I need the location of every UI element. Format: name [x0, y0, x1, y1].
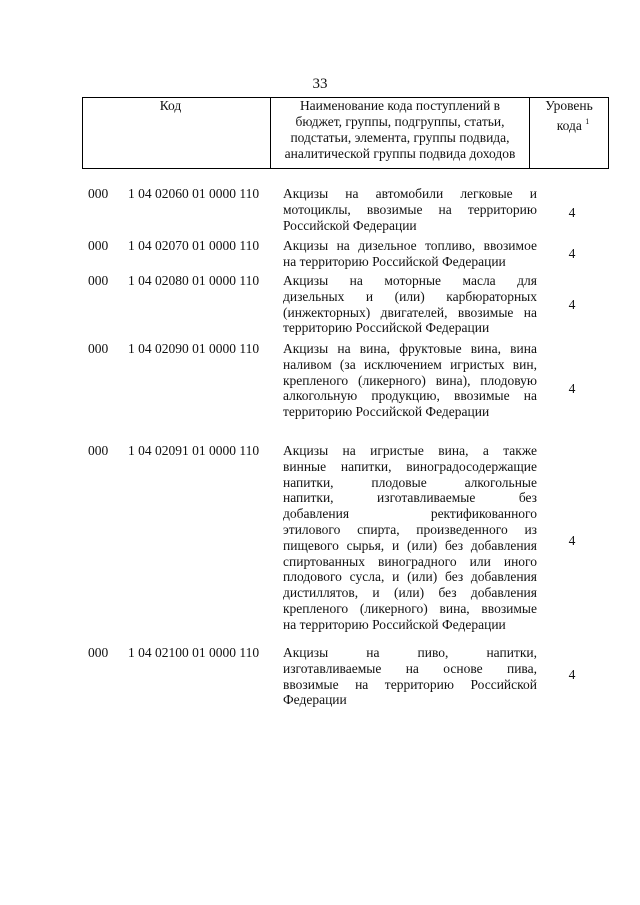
header-name-line: аналитической группы подвида доходов — [284, 146, 516, 161]
header-level-line1: Уровень — [545, 98, 593, 113]
code-name-line: Акцизы на игристые вина, а также — [283, 443, 537, 458]
budget-code-cell: 1 04 02060 01 0000 110 — [128, 186, 260, 201]
budget-code-cell: 1 04 02091 01 0000 110 — [128, 443, 260, 458]
admin-code-cell: 000 — [88, 341, 109, 356]
code-name-line: изготавливаемые на основе пива, — [283, 660, 537, 676]
code-name-line: винные напитки, виноградосодержащие — [283, 458, 537, 474]
code-level-cell: 4 — [568, 246, 576, 261]
code-name-line: Акцизы на моторные масла для — [283, 273, 537, 288]
code-name-line: мотоциклы, ввозимые на территорию — [283, 201, 537, 217]
code-name-line: крепленого (ликерного) вина, ввозимые — [283, 600, 537, 616]
code-name-line: территорию Российской Федерации — [283, 320, 490, 336]
code-name-line: спиртованных виноградного или иного — [283, 553, 537, 569]
code-name-cell — [283, 273, 537, 336]
header-level-footnote: 1 — [585, 117, 590, 126]
code-level-cell: 4 — [568, 381, 576, 396]
header-name-line: Наименование кода поступлений в — [299, 98, 501, 113]
code-name-line: дизельных и (или) карбюраторных — [283, 288, 537, 304]
header-code-label: Код — [159, 98, 182, 113]
code-name-cell — [283, 186, 537, 233]
header-level-line2 — [530, 114, 608, 134]
code-name-line: плодового сусла, и (или) без добавления — [283, 569, 537, 585]
code-name-line: на территорию Российской Федерации — [283, 253, 506, 269]
code-name-line: напитки, плодовые алкогольные — [283, 474, 537, 490]
header-name-cell — [271, 98, 530, 169]
code-level-cell: 4 — [568, 205, 576, 220]
code-name-line: Акцизы на пиво, напитки, — [283, 645, 537, 660]
budget-code-cell: 1 04 02100 01 0000 110 — [128, 645, 260, 660]
code-name-line: добавления ректификованного — [283, 506, 537, 522]
code-name-line: на территорию Российской Федерации — [283, 616, 506, 632]
code-name-line: Акцизы на автомобили легковые и — [283, 186, 537, 201]
code-name-cell — [283, 443, 537, 633]
budget-code-cell: 1 04 02090 01 0000 110 — [128, 341, 260, 356]
code-name-line: Акцизы на дизельное топливо, ввозимое — [283, 238, 537, 253]
code-name-line: ввозимые на территорию Российской — [283, 676, 537, 692]
code-name-cell — [283, 238, 537, 270]
admin-code-cell: 000 — [88, 443, 109, 458]
code-name-line: Федерации — [283, 692, 347, 708]
header-level-label: кода — [556, 118, 582, 133]
admin-code-cell: 000 — [88, 645, 109, 660]
header-code-cell — [83, 98, 271, 169]
code-name-line: наливом (за исключением игристых вин, — [283, 356, 537, 372]
admin-code-cell: 000 — [88, 238, 109, 253]
code-name-cell — [283, 341, 537, 420]
code-name-cell — [283, 645, 537, 708]
code-name-line: крепленого (ликерного) вина), плодовую — [283, 372, 537, 388]
code-name-line: Акцизы на вина, фруктовые вина, вина — [283, 341, 537, 356]
code-name-line: (инжекторных) двигателей, ввозимые на — [283, 304, 537, 320]
header-level-cell — [530, 98, 609, 169]
header-name-line: бюджет, группы, подгруппы, статьи, — [295, 114, 505, 129]
page-number: 33 — [312, 76, 328, 92]
code-name-line: напитки, изготавливаемые без — [283, 490, 537, 506]
code-name-line: пищевого сырья, и (или) без добавления — [283, 537, 537, 553]
table-header — [82, 97, 609, 169]
code-level-cell: 4 — [568, 533, 576, 548]
budget-code-cell: 1 04 02070 01 0000 110 — [128, 238, 260, 253]
code-name-line: Российской Федерации — [283, 217, 417, 233]
admin-code-cell: 000 — [88, 186, 109, 201]
budget-code-cell: 1 04 02080 01 0000 110 — [128, 273, 260, 288]
code-level-cell: 4 — [568, 297, 576, 312]
header-name-line: подстатьи, элемента, группы подвида, — [290, 130, 510, 145]
code-level-cell: 4 — [568, 667, 576, 682]
code-name-line: территорию Российской Федерации — [283, 404, 490, 420]
code-name-line: этилового спирта, произведенного из — [283, 521, 537, 537]
code-name-line: дистиллятов, и (или) без добавления — [283, 585, 537, 601]
code-name-line: алкогольную продукцию, ввозимые на — [283, 388, 537, 404]
admin-code-cell: 000 — [88, 273, 109, 288]
